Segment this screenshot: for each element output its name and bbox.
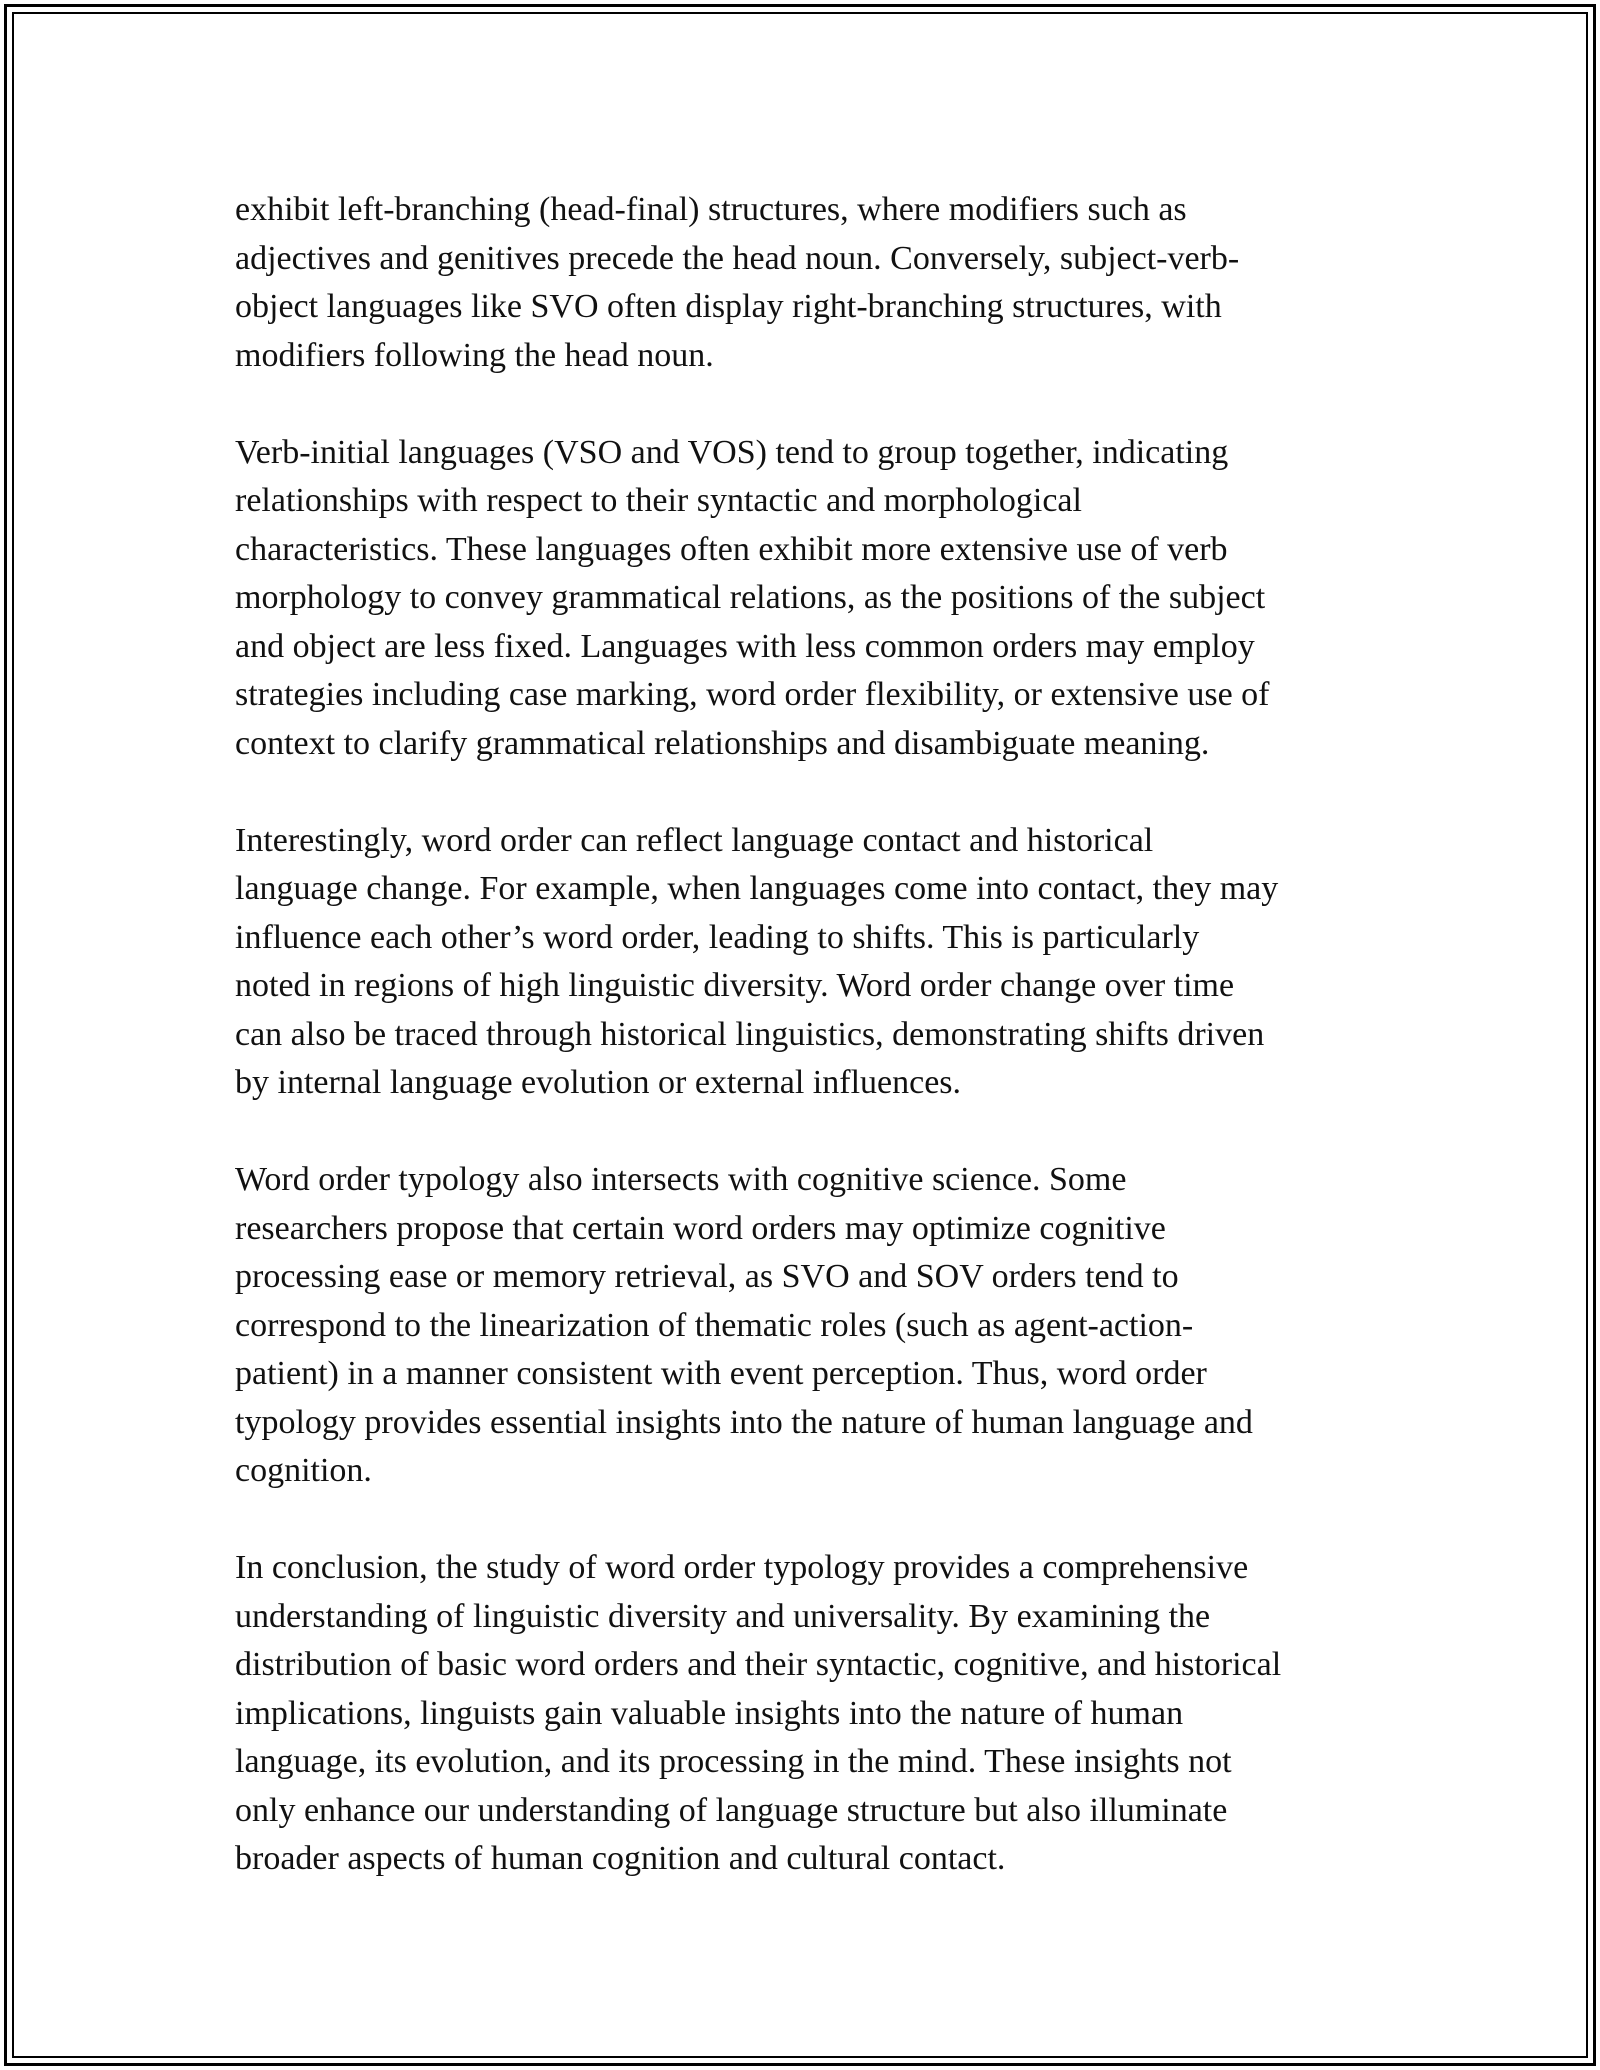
text-line: noted in regions of high linguistic diversity. Word order change over time (235, 967, 1235, 1004)
text-line: correspond to the linearization of thematic roles (such as agent-action- (235, 1306, 1194, 1344)
text-line: exhibit left-branching (head-final) structures, where modifiers such as (235, 191, 1187, 228)
text-line: Verb-initial languages (VSO and VOS) tend to group together, indicating (235, 433, 1229, 471)
text-line: can also be traced through historical linguistics, demonstrating shifts driven (235, 1015, 1265, 1053)
text-line: characteristics. These languages often exhibit more extensive use of verb (235, 530, 1228, 568)
text-line: Word order typology also intersects with cognitive science. Some (235, 1161, 1127, 1198)
text-line: processing ease or memory retrieval, as SVO and SOV orders tend to (235, 1258, 1179, 1295)
text-line: adjectives and genitives precede the head noun. Conversely, subject-verb- (235, 239, 1240, 277)
text-line: context to clarify grammatical relationships and disambiguate meaning. (235, 724, 1210, 762)
text-line: modifiers following the head noun. (235, 336, 714, 374)
text-line: morphology to convey grammatical relations, as the positions of the subject (235, 579, 1266, 616)
text-line: researchers propose that certain word orders may optimize cognitive (235, 1209, 1166, 1247)
text-line: In conclusion, the study of word order typology provides a comprehensive (235, 1549, 1249, 1586)
text-line: understanding of linguistic diversity and universality. By examining the (235, 1597, 1211, 1635)
text-line: distribution of basic word orders and their syntactic, cognitive, and historical (235, 1646, 1282, 1683)
text-line: relationships with respect to their syntactic and morphological (235, 482, 1082, 519)
text-line: Interestingly, word order can reflect language contact and historical (235, 821, 1154, 859)
text-line: and object are less fixed. Languages with less common orders may employ (235, 627, 1255, 665)
text-line: object languages like SVO often display right-branching structures, with (235, 288, 1222, 325)
document-body (235, 186, 1375, 1932)
text-line: strategies including case marking, word order flexibility, or extensive use of (235, 676, 1270, 713)
paragraph-1 (235, 186, 1375, 380)
text-line: cognition. (235, 1452, 372, 1489)
text-line: typology provides essential insights into the nature of human language and (235, 1403, 1253, 1441)
text-line: language, its evolution, and its processing in the mind. These insights not (235, 1743, 1232, 1780)
text-line: implications, linguists gain valuable insights into the nature of human (235, 1694, 1184, 1732)
text-line: language change. For example, when languages come into contact, they may (235, 870, 1279, 907)
text-line: broader aspects of human cognition and cultural contact. (235, 1840, 1006, 1877)
paragraph-2 (235, 429, 1375, 769)
paragraph-3 (235, 817, 1375, 1108)
text-line: patient) in a manner consistent with event perception. Thus, word order (235, 1355, 1207, 1392)
text-line: by internal language evolution or external influences. (235, 1064, 962, 1101)
paragraph-4 (235, 1156, 1375, 1496)
text-line: only enhance our understanding of language structure but also illuminate (235, 1791, 1228, 1829)
paragraph-5 (235, 1544, 1375, 1884)
text-line: influence each other’s word order, leading to shifts. This is particularly (235, 918, 1200, 956)
